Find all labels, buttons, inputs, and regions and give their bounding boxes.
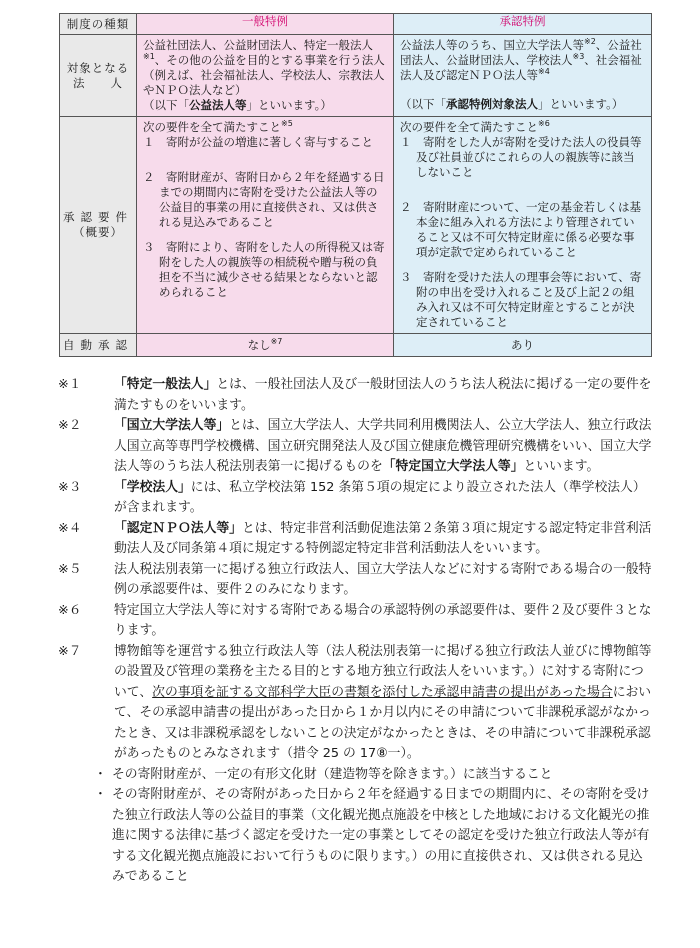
row-label-target-line2: 法 人 [73, 75, 123, 90]
general-auto-sup: ※7 [270, 336, 283, 346]
footnotes [58, 375, 654, 888]
col-header-general: 一般特例 [137, 14, 394, 35]
footnote-6 [58, 601, 654, 642]
general-target-alias [143, 98, 387, 113]
general-req-intro [143, 120, 387, 135]
approval-target-sup1: ※2 [584, 37, 596, 47]
approval-req-1: １ 寄附をした人が寄附を受けた法人の役員等及び社員並びにこれらの人の親族等に該当しないこと [400, 135, 642, 179]
footnote-7-label: ※７ [58, 643, 82, 659]
row-label-requirements [60, 117, 137, 334]
footnote-1-label: ※１ [58, 377, 82, 392]
footnote-7-pre: 博物館等を運営する独立行政法人等（法人税法別表第一に掲げる独立行政法人並びに博物館等の設置及び管理の業務を主たる目的とする地方独立行政法人をいいます。）に対する寄附について、 [114, 643, 652, 700]
row-label-req-line1: 承認要件 [63, 210, 133, 224]
footnote-1-text [114, 375, 654, 416]
general-target-sup: ※1 [143, 52, 155, 62]
footnote-2-term2: 「特定国立大学法人等」 [382, 459, 524, 474]
footnote-3-term: 「学校法人」 [114, 479, 191, 495]
approval-target-text [394, 35, 651, 115]
footnote-4-term: 「認定ＮＰＯ法人等」 [114, 520, 242, 536]
footnote-2-label: ※２ [58, 418, 82, 433]
footnote-2-body2: といいます。 [523, 459, 600, 474]
col-header-approval: 承認特例 [394, 14, 652, 35]
row-label-auto: 自動承認 [60, 334, 137, 357]
general-req-2: ２ 寄附財産が、寄附日から２年を経過する日までの期間内に寄附を受けた公益法人等の公益目的事業の用に直接供され、又は供される見込みであること [143, 170, 385, 229]
col-header-system-type: 制度の種類 [60, 14, 137, 35]
approval-target-text-a: 公益法人等のうち、国立大学法人等 [400, 38, 584, 52]
general-alias-bold: 公益法人等 [189, 98, 247, 112]
footnote-3-text [114, 478, 654, 519]
approval-requirements [394, 117, 651, 333]
footnote-6-label: ※６ [58, 602, 82, 618]
approval-requirements-cell [394, 117, 652, 334]
general-target-text [137, 35, 393, 116]
general-requirements [137, 117, 393, 303]
general-req-3: ３ 寄附により、寄附をした人の所得税又は寄附をした人の親族等の相続税や贈与税の負担を不当に減少させる結果とならないと認められること [143, 240, 385, 299]
bullet-mark: ・ [94, 787, 107, 802]
footnote-2-body: とは、国立大学法人、大学共同利用機関法人、公立大学法人、独立行政法人国立高等専門学校機構、国立研究開発法人及び国立健康危機管理研究機構をいい、国立大学法人等のうち法人税法別表第一に掲げるものを [114, 418, 652, 474]
footnote-1 [58, 375, 654, 416]
footnote-2 [58, 416, 654, 478]
footnote-5 [58, 560, 654, 601]
footnote-4-text [114, 519, 654, 560]
footnote-4-label: ※４ [58, 520, 82, 536]
row-target-entities [60, 35, 652, 117]
approval-target-sup3: ※4 [538, 67, 550, 77]
footnote-1-term: 「特定一般法人」 [114, 377, 217, 392]
footnote-2-text [114, 416, 654, 478]
footnote-7-bullet-1-text: その寄附財産が、一定の有形文化財（建造物等を除きます。）に該当すること [112, 766, 553, 782]
footnote-4-body: とは、特定非営利活動促進法第２条第３項に規定する認定特定非営利活動法人及び同条第４項に規定する特例認定特定非営利活動法人をいいます。 [114, 520, 652, 556]
general-auto-value: なし [247, 337, 271, 352]
general-target-text-a: 公益社団法人、公益財団法人、特定一般法人 [143, 38, 373, 52]
footnote-5-text: 法人税法別表第一に掲げる独立行政法人、国立大学法人などに対する寄附である場合の一般特例の承認要件は、要件２のみになります。 [114, 561, 652, 597]
general-req-intro-text: 次の要件を全て満たすこと [143, 120, 281, 134]
approval-req-3: ３ 寄附を受けた法人の理事会等において、寄附の申出を受け入れること及び上記２の組み入れ又は不可欠特定財産とすることが決定されていること [400, 270, 642, 329]
footnote-7-text [114, 642, 654, 765]
row-label-target-line1: 対象となる [66, 60, 130, 75]
footnote-7-underlined: 次の事項を証する文部科学大臣の書類を添付した承認申請書の提出があった場合 [152, 684, 613, 700]
row-auto-approval [60, 334, 652, 357]
footnote-7-bullet-1 [94, 765, 654, 786]
approval-req-2: ２ 寄附財産について、一定の基金若しくは基本金に組み入れる方法により管理されていること又は不可欠特定財産に係る必要な事項が定款で定められていること [400, 200, 642, 259]
approval-alias-bold: 承認特例対象法人 [446, 97, 538, 111]
row-label-req-line2: （概要） [73, 225, 123, 239]
row-requirements [60, 117, 652, 334]
footnote-3 [58, 478, 654, 519]
footnote-1-body: とは、一般社団法人及び一般財団法人のうち法人税法に掲げる一定の要件を満たすものをいいます。 [114, 377, 652, 413]
general-req-intro-sup: ※5 [281, 119, 293, 129]
footnote-5-label: ※５ [58, 561, 82, 577]
footnote-3-body: には、私立学校法第 152 条第５項の規定により設立された法人（準学校法人）が含まれます。 [114, 479, 646, 515]
footnote-6-text: 特定国立大学法人等に対する寄附である場合の承認特例の承認要件は、要件２及び要件３となります。 [114, 602, 652, 638]
footnote-7-post: において、その承認申請書の提出があった日から１か月以内にその申請について非課税承認がなかったとき、又は非課税承認をしないことの決定がなかったときは、その申請について非課税承認があったものとみなされます（措令 25 の 17⑧一）。 [114, 684, 652, 761]
footnote-7-bullet-2 [94, 785, 654, 888]
approval-target-cell [394, 35, 652, 117]
approval-target-text-b: 、公益社団法人、公益財団法人、学校法人 [400, 38, 642, 67]
general-req-1: １ 寄附が公益の増進に著しく寄与すること [143, 135, 373, 149]
approval-req-intro-sup: ※6 [538, 119, 550, 129]
general-requirements-cell [137, 117, 394, 334]
row-label-target [60, 35, 137, 117]
general-target-cell [137, 35, 394, 117]
approval-target-text-c: 、社会福祉法人及び認定ＮＰＯ法人等 [400, 53, 642, 82]
footnote-3-label: ※３ [58, 479, 82, 495]
general-alias-post: 」といいます。） [246, 98, 332, 112]
general-target-text-b: 、その他の公益を目的とする事業を行う法人（例えば、社会福祉法人、学校法人、宗教法人やＮＰＯ法人など） [143, 53, 385, 97]
general-auto-cell [137, 334, 394, 357]
approval-req-intro-text: 次の要件を全て満たすこと [400, 120, 538, 134]
footnote-7 [58, 642, 654, 765]
approval-target-sup2: ※3 [572, 52, 585, 62]
special-provisions-table [59, 13, 652, 357]
table-header-row [60, 14, 652, 35]
general-alias-pre: （以下「 [143, 98, 189, 112]
approval-auto-cell: あり [394, 334, 652, 357]
approval-req-intro [400, 120, 645, 135]
footnote-4 [58, 519, 654, 560]
footnote-7-bullet-2-text: その寄附財産が、その寄附があった日から２年を経過する日までの期間内に、その寄附を受けた独立行政法人等の公益目的事業（文化観光拠点施設を中核とした地域における文化観光の推進に関する法律に基づく認定を受けた一定の事業としてその認定を受けた独立行政法人等が有する文化観光拠点施設において行うものに限ります。）の用に直接供され、又は供される見込みであること [112, 787, 650, 884]
approval-target-alias [400, 97, 645, 112]
bullet-mark: ・ [94, 766, 107, 782]
approval-alias-post: 」といいます。） [538, 97, 624, 111]
footnote-2-term: 「国立大学法人等」 [114, 418, 230, 433]
approval-alias-pre: （以下「 [400, 97, 446, 111]
